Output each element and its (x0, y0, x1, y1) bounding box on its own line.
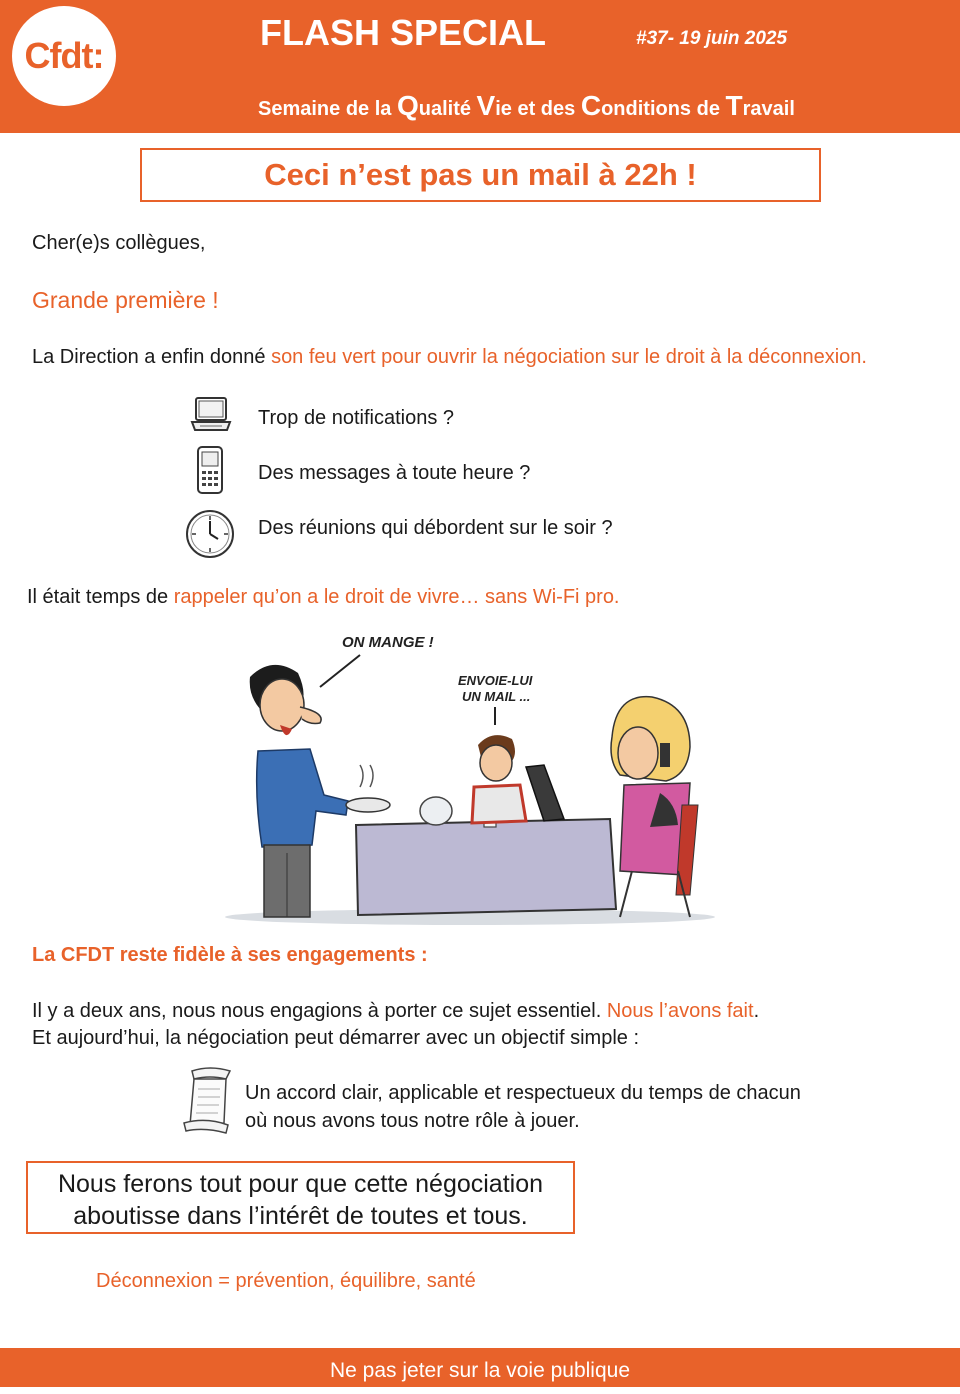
direction-paragraph (32, 346, 867, 369)
objective-line-2: où nous avons tous notre rôle à jouer. (245, 1110, 580, 1132)
slogan: Déconnexion = prévention, équilibre, santé (96, 1270, 476, 1292)
direction-highlight: son feu vert pour ouvrir la négociation sur le droit à la déconnexion. (271, 346, 867, 368)
reminder-prefix: Il était temps de (27, 586, 174, 608)
headline-box (140, 148, 821, 202)
subtitle (258, 90, 795, 122)
subtitle-part: ualité (418, 98, 477, 120)
laptop-icon (190, 396, 232, 434)
question-1: Trop de notifications ? (258, 407, 455, 429)
scroll-icon (180, 1065, 236, 1135)
question-3: Des réunions qui débordent sur le soir ? (258, 517, 613, 539)
commitment-line-2: aboutisse dans l’intérêt de toutes et tous. (73, 1202, 528, 1230)
subtitle-part: ravail (742, 98, 795, 120)
issue-date: #37- 19 juin 2025 (636, 28, 788, 49)
objective-line-1: Un accord clair, applicable et respectueux du temps de chacun (245, 1082, 801, 1104)
flash-title: FLASH SPECIAL (260, 12, 547, 53)
logo-text: Cfdt: (24, 35, 104, 76)
footer-banner (0, 1348, 960, 1387)
engagements-line-1-prefix: Il y a deux ans, nous nous engagions à porter ce sujet essentiel. (32, 1000, 607, 1022)
seated-man (472, 735, 526, 823)
reminder-highlight: rappeler qu’on a le droit de vivre… sans Wi-Fi pro. (173, 586, 620, 608)
engagements-line-2: Et aujourd’hui, la négociation peut démarrer avec un objectif simple : (32, 1027, 640, 1049)
direction-prefix: La Direction a enfin donné (32, 346, 272, 368)
subtitle-part: Semaine de la (258, 98, 397, 120)
reminder-paragraph (27, 586, 620, 609)
footer-text: Ne pas jeter sur la voie publique (329, 1359, 630, 1382)
engagements-heading: La CFDT reste fidèle à ses engagements : (32, 944, 428, 966)
commitment-box (26, 1161, 575, 1234)
clock-icon (184, 508, 236, 560)
bubble-envoie-line1: ENVOIE-LUI (458, 673, 533, 688)
header-banner (0, 0, 960, 133)
phone-icon (196, 445, 224, 495)
subtitle-cap: C (580, 90, 602, 121)
subtitle-part: onditions de (601, 98, 726, 120)
intro-highlight: Grande première ! (32, 287, 219, 313)
subtitle-cap: V (476, 90, 496, 121)
greeting: Cher(e)s collègues, (32, 232, 206, 254)
engagements-line-1-suffix: . (753, 1000, 760, 1022)
seated-woman-on-phone (611, 697, 698, 917)
engagements-line-1 (32, 1000, 759, 1023)
office-lunch-cartoon (220, 625, 720, 930)
headline: Ceci n’est pas un mail à 22h ! (264, 157, 697, 192)
commitment-line-1: Nous ferons tout pour que cette négociation (57, 1170, 544, 1198)
subtitle-cap: T (725, 90, 743, 121)
question-2: Des messages à toute heure ? (258, 462, 531, 484)
bubble-envoie-line2: UN MAIL ... (462, 689, 531, 704)
subtitle-part: ie et des (495, 98, 581, 120)
bubble-on-mange: ON MANGE ! (342, 634, 434, 651)
cfdt-logo (12, 6, 116, 106)
subtitle-cap: Q (396, 90, 419, 121)
engagements-line-1-highlight: Nous l’avons fait (606, 1000, 754, 1022)
